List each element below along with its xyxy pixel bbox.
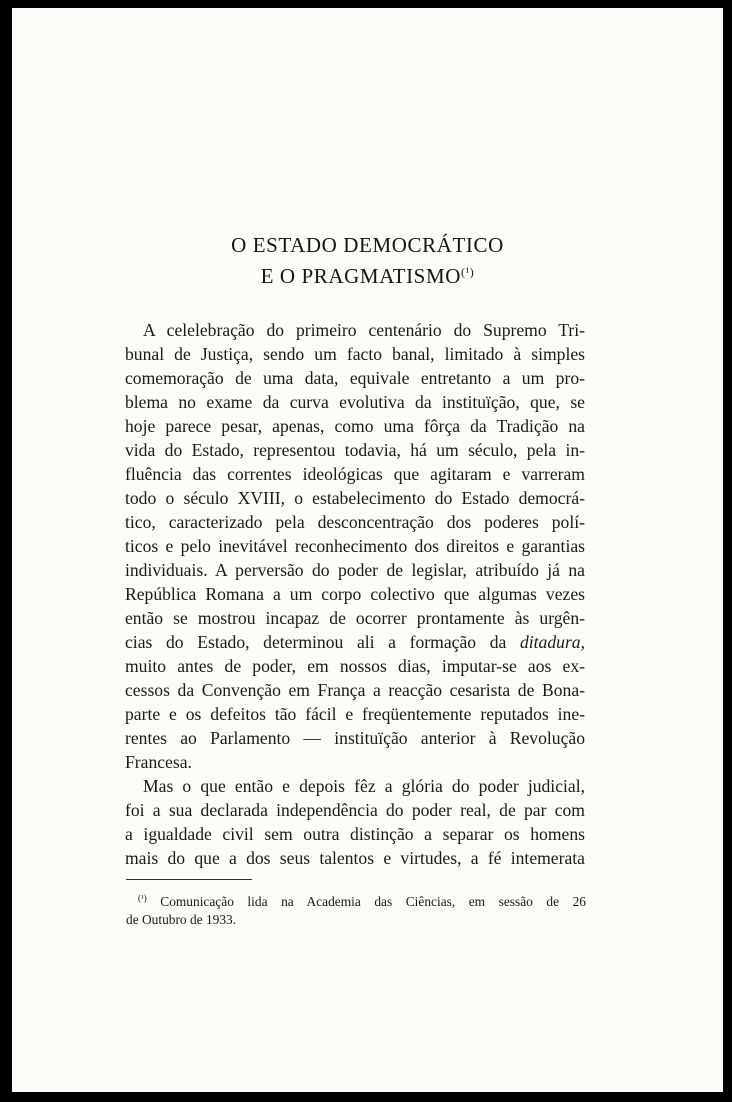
italic-term: ditadura, (519, 632, 585, 652)
text-line: rentes ao Parlamento — instituïção anterior à Revolução (125, 728, 585, 748)
text-line: blema no exame da curva evolutiva da instituïção, que, se (125, 392, 585, 412)
text-line: A celelebração do primeiro centenário do Supremo Tri- (143, 320, 585, 340)
text-line: individuais. A perversão do poder de legislar, atribuído já na (125, 560, 585, 580)
text-line: bunal de Justiça, sendo um facto banal, limitado à simples (125, 344, 585, 364)
text-line: a igualdade civil sem outra distinção a separar os homens (125, 824, 585, 844)
text-line: ticos e pelo inevitável reconhecimento dos direitos e garantias (125, 536, 585, 556)
text-line: parte e os defeitos tão fácil e freqüentemente reputados ine- (125, 704, 585, 724)
footnote-line: de Outubro de 1933. (126, 912, 237, 927)
text-line: Francesa. (125, 752, 192, 772)
text-line: todo o século XVIII, o estabelecimento do Estado democrá- (125, 488, 585, 508)
page-title-line-1: O ESTADO DEMOCRÁTICO (231, 233, 504, 257)
footnote-mark: (¹) (138, 893, 147, 903)
body-text (125, 318, 585, 870)
text-line: mais do que a dos seus talentos e virtudes, a fé intemerata (125, 848, 585, 868)
text-line (125, 630, 585, 654)
text-line: comemoração de uma data, equivale entretanto a um pro- (125, 368, 585, 388)
page-title-text: E O PRAGMATISMO (260, 264, 461, 288)
text-line: foi a sua declarada independência do poder real, de par com (125, 800, 585, 820)
text-line: vida do Estado, representou todavia, há um século, pela in- (125, 440, 585, 460)
text-line: Mas o que então e depois fêz a glória do poder judicial, (143, 776, 585, 796)
footnote-divider (126, 879, 252, 880)
document-page (12, 8, 723, 1092)
text-line: tico, caracterizado pela desconcentração dos poderes polí- (125, 512, 585, 532)
text-line: República Romana a um corpo colectivo que algumas vezes (125, 584, 585, 604)
text-line: muito antes de poder, em nossos dias, imputar-se aos ex- (125, 656, 585, 676)
page-title-line-2 (12, 266, 723, 287)
text-line: cessos da Convenção em França a reacção cesarista de Bona- (125, 680, 585, 700)
text-line: então se mostrou incapaz de ocorrer prontamente às urgên- (125, 608, 585, 628)
footnote (126, 887, 586, 931)
footnote-text: Comunicação lida na Academia das Ciências, em sessão de 26 (160, 894, 586, 909)
text-line-start: cias do Estado, determinou ali a formação da (125, 632, 507, 652)
title-footnote-mark: (¹) (460, 265, 475, 279)
text-line: hoje parece pesar, apenas, como uma fôrça da Tradição na (125, 416, 585, 436)
text-line: fluência das correntes ideológicas que agitaram e varreram (125, 464, 585, 484)
footnote-line (126, 887, 586, 909)
